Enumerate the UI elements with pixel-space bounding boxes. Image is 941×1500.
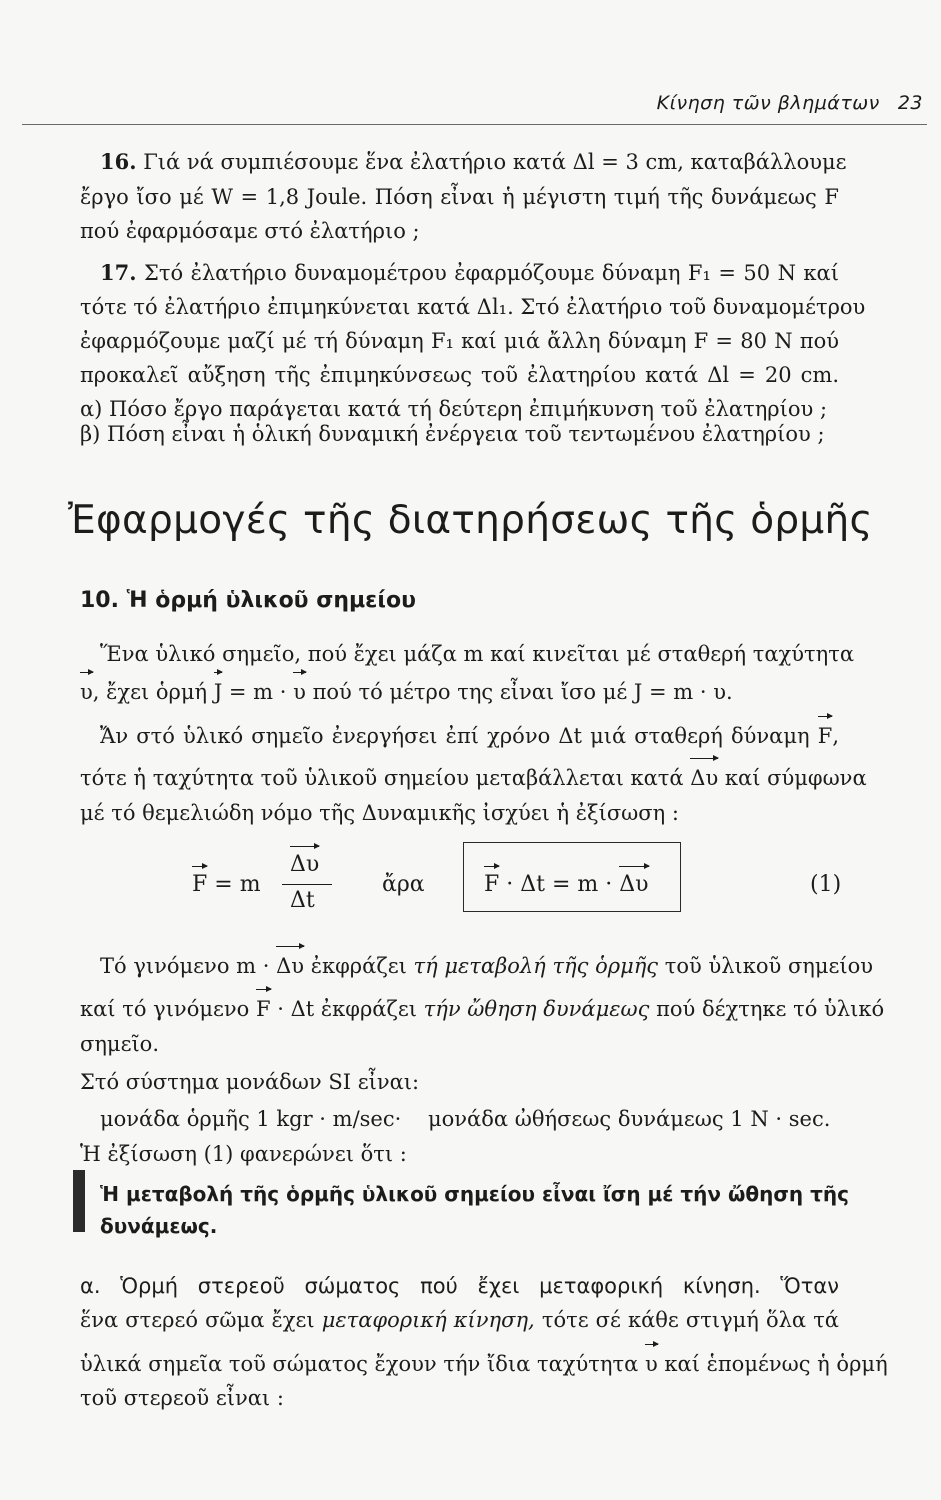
body-text: καί σύμφωνα xyxy=(718,766,867,790)
body-line-3 xyxy=(100,722,839,750)
unit-impulse: μονάδα ὠθήσεως δυνάμεως 1 N · sec. xyxy=(428,1107,831,1131)
body-text: τότε σέ κάθε στιγμή ὅλα τά xyxy=(534,1308,839,1332)
equation-shows: Ἡ ἐξίσωση (1) φανερώνει ὅτι : xyxy=(80,1142,407,1166)
body-line-5: μέ τό θεμελιώδη νόμο τῆς Δυναμικῆς ἰσχύει ἡ ἐξίσωση : xyxy=(80,801,679,825)
delta-velocity-vector: Δυ xyxy=(619,872,649,897)
subsection-title: 10. Ἡ ὁρμή ὑλικοῦ σημείου xyxy=(80,588,416,613)
fraction-denominator: Δt xyxy=(290,888,315,913)
equation-lhs xyxy=(192,872,261,897)
force-vector: F xyxy=(484,872,500,897)
equation-text: · Δt = m · xyxy=(506,872,613,897)
emphasis-translational: μεταφορική κίνηση, xyxy=(321,1308,535,1332)
body-line-4 xyxy=(80,764,867,792)
problem-17-number: 17. xyxy=(100,260,137,285)
problem-17-line-1 xyxy=(100,259,839,287)
page-number: 23 xyxy=(897,92,923,114)
body-text: , ἔχει ὁρμή xyxy=(92,680,214,704)
section-title: Ἐφαρμογές τῆς διατηρήσεως τῆς ὁρμῆς xyxy=(68,498,873,543)
after-eq-line-3: σημεῖο. xyxy=(80,1032,159,1056)
problem-17-line-4: προκαλεῖ αὔξηση τῆς ἐπιμηκύνσεως τοῦ ἐλατηρίου κατά Δl = 20 cm. xyxy=(80,363,839,387)
force-vector: F xyxy=(255,997,271,1021)
body-text: πού τό μέτρο της εἶναι ἴσο μέ J = m · υ. xyxy=(305,680,733,704)
law-line-2: δυνάμεως. xyxy=(100,1214,218,1238)
delta-velocity-vector: Δυ xyxy=(690,766,719,790)
unit-momentum: μονάδα ὁρμῆς 1 kgr · m/sec· xyxy=(100,1107,402,1131)
force-vector: F xyxy=(817,724,833,748)
velocity-vector: υ xyxy=(80,680,93,704)
velocity-vector: υ xyxy=(293,680,306,704)
part-a-line-4: τοῦ στερεοῦ εἶναι : xyxy=(80,1386,284,1410)
part-a-line-3 xyxy=(80,1350,888,1378)
problem-16-line-1 xyxy=(100,148,847,176)
emphasis-impulse: τήν ὤθηση δυνάμεως xyxy=(423,997,650,1021)
units-title-text: Στό σύστημα μονάδων SI εἶναι: xyxy=(80,1070,420,1094)
problem-17-text: Στό ἐλατήριο δυναμομέτρου ἐφαρμόζουμε δύναμη F₁ = 50 N καί xyxy=(144,261,839,285)
boxed-equation xyxy=(484,872,649,897)
problem-17-line-2: τότε τό ἐλατήριο ἐπιμηκύνεται κατά Δl₁. Στό ἐλατήριο τοῦ δυναμομέτρου xyxy=(80,295,866,319)
body-text: ὑλικά σημεῖα τοῦ σώματος ἔχουν τήν ἴδια ταχύτητα xyxy=(80,1352,645,1376)
running-head xyxy=(657,92,923,114)
equation-ara: ἄρα xyxy=(382,872,425,897)
units-title xyxy=(80,1068,839,1096)
body-text: τοῦ ὑλικοῦ σημείου xyxy=(658,954,874,978)
body-text: = m · xyxy=(222,680,294,704)
problem-17-line-6: β) Πόση εἶναι ἡ ὁλική δυναμική ἐνέργεια τοῦ τεντωμένου ἐλατηρίου ; xyxy=(80,422,825,446)
force-vector: F xyxy=(192,872,208,897)
problem-17-line-3: ἐφαρμόζουμε μαζί μέ τή δύναμη F₁ καί μιά ἄλλη δύναμη F = 80 N πού xyxy=(80,329,839,353)
header-rule xyxy=(22,124,927,125)
body-text: , xyxy=(832,724,839,748)
fraction-numerator xyxy=(290,852,319,877)
equation-text: = m xyxy=(214,872,261,897)
after-eq-line-1 xyxy=(100,952,874,980)
running-title: Κίνηση τῶν βλημάτων xyxy=(656,92,880,114)
after-eq-line-2 xyxy=(80,995,885,1023)
part-a-line-1 xyxy=(80,1272,839,1300)
body-text: καί ἑπομένως ἡ ὁρμή xyxy=(657,1352,888,1376)
emphasis-momentum-change: τή μεταβολή τῆς ὁρμῆς xyxy=(413,954,659,978)
fraction-bar xyxy=(282,884,332,885)
delta-velocity-vector: Δυ xyxy=(290,852,320,877)
body-text: τότε ἡ ταχύτητα τοῦ ὑλικοῦ σημείου μεταβάλλεται κατά xyxy=(80,766,691,790)
body-text: · Δt ἐκφράζει xyxy=(270,997,424,1021)
body-line-2 xyxy=(80,678,839,706)
body-text: πού δέχτηκε τό ὑλικό xyxy=(649,997,885,1021)
problem-16-line-3: πού ἐφαρμόσαμε στό ἐλατήριο ; xyxy=(80,219,420,243)
problem-17-line-5: α) Πόσο ἔργο παράγεται κατά τή δεύτερη ἐπιμήκυνση τοῦ ἐλατηρίου ; xyxy=(80,397,828,421)
problem-16-number: 16. xyxy=(100,149,137,174)
body-text: Ἄν στό ὑλικό σημεῖο ἐνεργήσει ἐπί χρόνο Δt μιά σταθερή δύναμη xyxy=(100,724,818,748)
body-text: Τό γινόμενο m · xyxy=(100,954,277,978)
equation-label: (1) xyxy=(810,872,842,897)
part-a-heading: α. Ὁρμή στερεοῦ σώματος πού ἔχει μεταφορική κίνηση. xyxy=(80,1274,761,1298)
problem-16-line-2: ἔργο ἴσο μέ W = 1,8 Joule. Πόση εἶναι ἡ μέγιστη τιμή τῆς δυνάμεως F xyxy=(80,185,839,209)
highlight-marker xyxy=(73,1170,85,1232)
body-text: Ὅταν xyxy=(760,1274,839,1298)
law-line-1: Ἡ μεταβολή τῆς ὁρμῆς ὑλικοῦ σημείου εἶναι ἴση μέ τήν ὤθηση τῆς xyxy=(100,1182,849,1206)
body-line-1: Ἕνα ὑλικό σημεῖο, πού ἔχει μάζα m καί κινεῖται μέ σταθερή ταχύτητα xyxy=(100,642,855,666)
part-a-line-2 xyxy=(80,1306,839,1334)
delta-velocity-vector: Δυ xyxy=(276,954,305,978)
body-text: ἐκφράζει xyxy=(304,954,414,978)
problem-16-text: Γιά νά συμπιέσουμε ἕνα ἐλατήριο κατά Δl = 3 cm, καταβάλλουμε xyxy=(143,150,847,174)
momentum-vector: J xyxy=(213,680,223,704)
body-text: ἕνα στερεό σῶμα ἔχει xyxy=(80,1308,322,1332)
body-text: καί τό γινόμενο xyxy=(80,997,256,1021)
velocity-vector: υ xyxy=(644,1352,658,1376)
